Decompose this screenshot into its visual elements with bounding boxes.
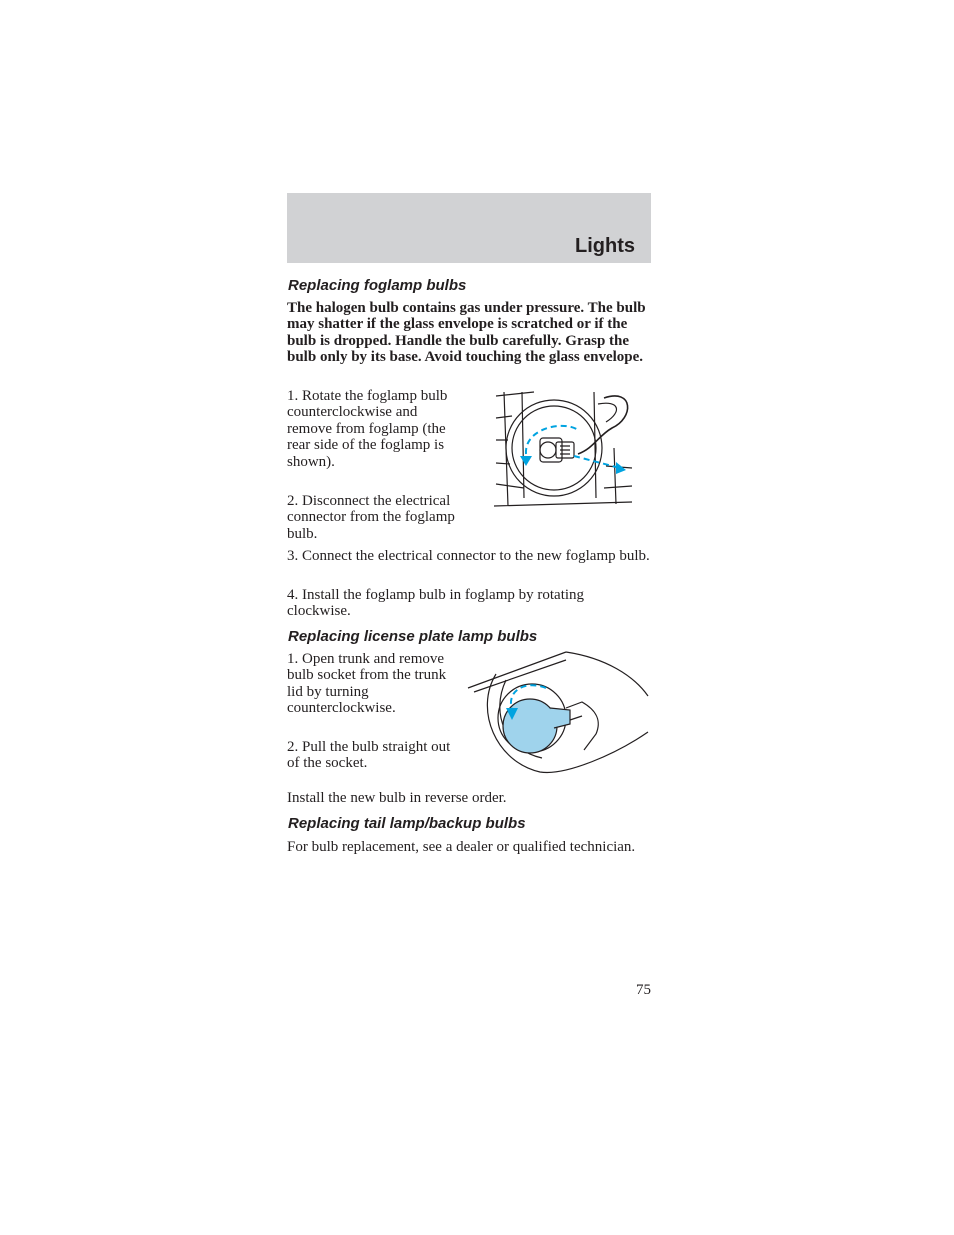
warning-text: The halogen bulb contains gas under pressure. The bulb may shatter if the glass envelope is scratched or if the bulb is dropped. Handle the bulb carefully. Grasp the bulb only by its base. Avoid touching the glass envelope. <box>287 300 646 366</box>
page-number: 75 <box>636 982 651 998</box>
foglamp-illustration <box>494 388 634 508</box>
heading-license-plate: Replacing license plate lamp bulbs <box>288 628 538 645</box>
step-text: 3. Connect the electrical connector to the new foglamp bulb. <box>287 548 650 564</box>
section-title: Lights <box>575 235 635 257</box>
section-header-band <box>287 193 651 263</box>
body-text: For bulb replacement, see a dealer or qualified technician. <box>287 839 636 855</box>
license-plate-lamp-illustration <box>466 650 650 776</box>
step-text: 1. Rotate the foglamp bulb counterclockwise and remove from foglamp (the rear side of the foglamp is shown). <box>287 388 448 470</box>
step-text: 2. Pull the bulb straight out of the socket. <box>287 739 451 772</box>
heading-tail-lamp: Replacing tail lamp/backup bulbs <box>288 815 526 832</box>
heading-foglamp: Replacing foglamp bulbs <box>288 277 467 294</box>
step-text: 4. Install the foglamp bulb in foglamp by rotating clockwise. <box>287 587 585 620</box>
step-text: 1. Open trunk and remove bulb socket from the trunk lid by turning counterclockwise. <box>287 651 447 717</box>
step-text: 2. Disconnect the electrical connector from the foglamp bulb. <box>287 493 455 542</box>
note-text: Install the new bulb in reverse order. <box>287 790 507 806</box>
